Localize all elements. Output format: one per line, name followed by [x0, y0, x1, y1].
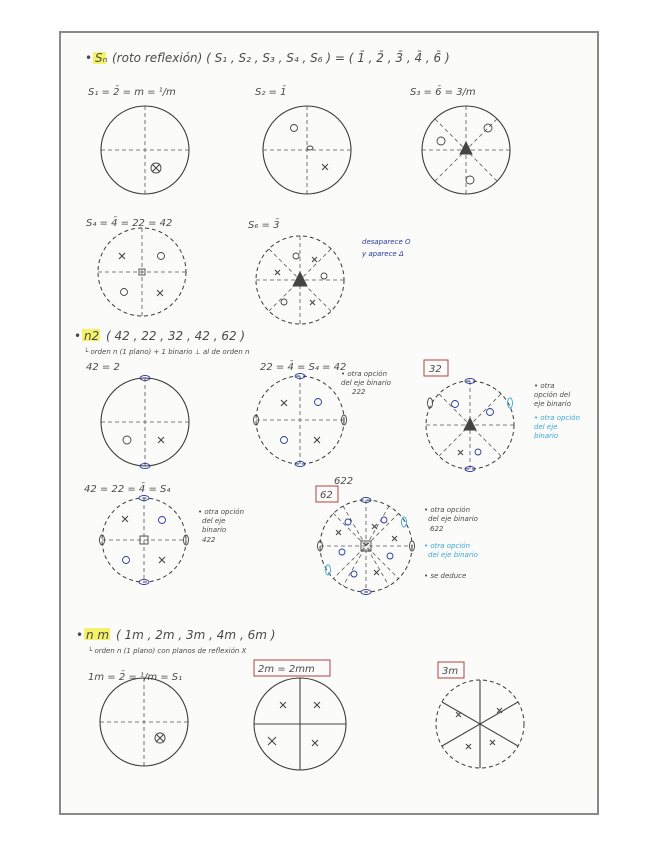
svg-text:eje binario: eje binario — [534, 400, 572, 408]
label-3m: 3m — [442, 666, 459, 677]
svg-text:del eje: del eje — [534, 423, 558, 431]
svg-text:• se deduce: • se deduce — [424, 572, 467, 580]
svg-text:• otra opción: • otra opción — [424, 506, 471, 514]
label-422: 42 = 22 = 4̄ = S₄ — [84, 484, 171, 495]
svg-text:del eje binario: del eje binario — [428, 551, 478, 559]
section-title: (roto reflexión) ( S₁ , S₂ , S₃ , S₄ , S₆ ) = ( 1̄ , 2̄ , 3̄ , 4̄ , 6̄ ) — [112, 51, 450, 65]
section-title: ( 1m , 2m , 3m , 4m , 6m ) — [116, 628, 276, 642]
svg-text:opción del: opción del — [534, 391, 571, 399]
section-key: n2 — [84, 329, 100, 343]
section-subtitle: └ orden n (1 plano) + 1 binario ⊥ al de orden n — [84, 348, 250, 356]
svg-text:622: 622 — [430, 525, 444, 533]
svg-text:• otra opción: • otra opción — [341, 370, 388, 378]
stereogram-2mm — [254, 678, 346, 770]
label-62: 62 — [320, 490, 333, 501]
section-title: ( 42 , 22 , 32 , 42 , 62 ) — [106, 329, 246, 343]
svg-text:• otra opción: • otra opción — [534, 414, 581, 422]
label-622-top: 622 — [334, 476, 354, 487]
svg-text:del eje: del eje — [202, 517, 226, 525]
svg-text:•: • — [74, 329, 82, 343]
bullet: • — [85, 51, 93, 65]
svg-text:•: • — [76, 628, 84, 642]
svg-text:del eje binario: del eje binario — [341, 379, 391, 387]
paper-sheet — [60, 32, 598, 814]
svg-text:• otra: • otra — [534, 382, 555, 390]
label-s6: S₆ = 3̄ — [248, 220, 280, 231]
svg-text:• otra opción: • otra opción — [424, 542, 471, 550]
section-key: n m — [86, 628, 110, 642]
svg-text:222: 222 — [352, 388, 366, 396]
label-s2: S₂ = 1̄ — [255, 87, 287, 98]
label-2: 42 = 2 — [86, 362, 120, 373]
svg-text:422: 422 — [202, 536, 216, 544]
svg-text:• otra opción: • otra opción — [198, 508, 245, 516]
section-key: Sₙ — [95, 51, 108, 65]
label-s3: S₃ = 6̄ = 3/m — [410, 87, 476, 98]
label-s4: S₄ = 4̄ = 22 = 42 — [86, 218, 173, 229]
note-desaparece: desaparece O — [362, 238, 411, 246]
note-aparece: y aparece Δ — [362, 250, 404, 258]
label-s1: S₁ = 2̄ = m = ¹/m — [88, 87, 176, 98]
label-22: 22 = 4̄ = S₄ = 42 — [260, 362, 347, 373]
svg-text:del eje binario: del eje binario — [428, 515, 478, 523]
section-subtitle: └ orden n (1 plano) con planos de reflexión X — [88, 647, 247, 655]
label-1m: 1m = 2̄ = ¹/m = S₁ — [88, 672, 183, 683]
svg-text:binario: binario — [534, 432, 559, 440]
svg-text:binario: binario — [202, 526, 227, 534]
label-2m: 2m = 2mm — [258, 664, 315, 675]
label-32: 32 — [429, 364, 442, 375]
